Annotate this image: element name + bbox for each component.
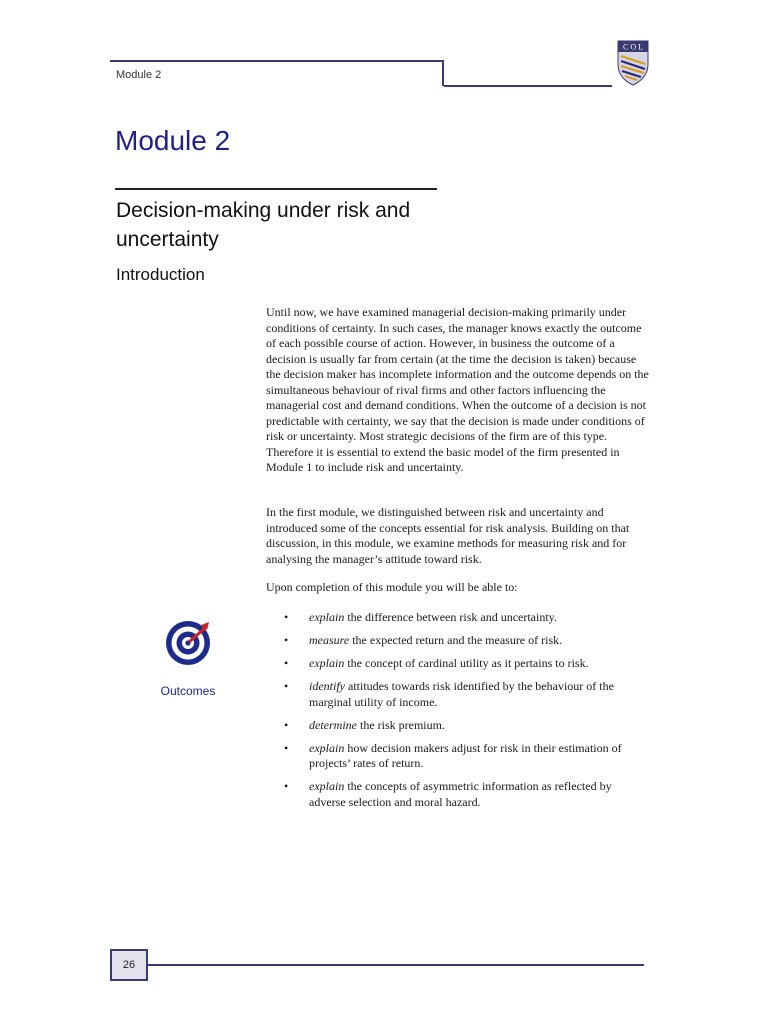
outcomes-label: Outcomes: [160, 684, 216, 698]
bullet: •: [284, 656, 289, 670]
list-item: • explain the difference between risk and uncertainty.: [284, 610, 557, 624]
section-title: Decision-making under risk and uncertainty: [116, 199, 411, 251]
bullet: •: [284, 633, 289, 647]
page-number: 26: [110, 949, 148, 981]
list-item: • explain how decision makers adjust for risk in their estimation of projects’ rates of return.: [284, 740, 622, 770]
outcomes-list: [284, 610, 650, 818]
intro-paragraph-1: Until now, we have examined managerial decision-making primarily under conditions of certainty. In such cases, the manager knows exactly the outcome of each possible course of action. However, in business the outcome of a decision is usually far from certain (at the time the decision is taken) because the decision maker has incomplete information and the outcome depends on the simultaneous behaviour of rival firms and other factors influencing the managerial cost and demand conditions. When the outcome of a decision is not predictable with certainty, we say that the decision is made under conditions of risk or uncertainty. Most strategic decisions of the firm are of this type. Therefore it is essential to extend the basic model of the firm presented in Module 1 to include risk and uncertainty.: [266, 305, 649, 474]
target-icon: [165, 616, 213, 668]
header-rule: [444, 85, 612, 87]
module-title: Module 2: [115, 125, 231, 156]
bullet: •: [284, 717, 289, 732]
intro-paragraph-2: In the first module, we distinguished between risk and uncertainty and introduced some of the concepts essential for risk analysis. Building on that discussion, in this module, we examine methods for measuring risk and for analysing the manager’s attitude toward risk.: [266, 505, 630, 566]
running-head: Module 2: [116, 69, 162, 81]
bullet: •: [284, 679, 289, 693]
logo-text: C O L: [623, 42, 643, 52]
list-item: • explain the concepts of asymmetric information as reflected by adverse selection and moral hazard.: [284, 779, 612, 809]
outcomes-lead-in: Upon completion of this module you will be able to:: [266, 580, 518, 594]
bullet: •: [284, 610, 289, 624]
introduction-heading: Introduction: [116, 265, 205, 284]
title-rule: [115, 188, 437, 190]
list-item: • identify attitudes towards risk identified by the behaviour of the marginal utility of income.: [284, 679, 614, 709]
footer-rule: [148, 964, 644, 966]
bullet: •: [284, 740, 289, 755]
bullet: •: [284, 779, 289, 793]
list-item: • determine the risk premium.: [284, 717, 445, 732]
list-item: • explain the concept of cardinal utility as it pertains to risk.: [284, 656, 589, 670]
col-logo-icon: [617, 40, 649, 86]
list-item: • measure the expected return and the measure of risk.: [284, 633, 563, 647]
